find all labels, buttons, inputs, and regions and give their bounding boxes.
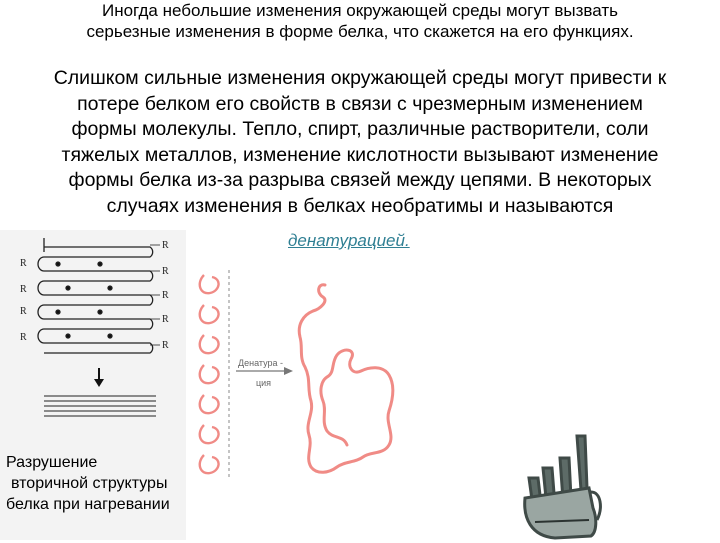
figure-caption xyxy=(6,452,196,515)
main-line: случаях изменения в белках необратимы и называются xyxy=(106,194,614,217)
main-line: формы белка из-за разрыва связей между цепями. В некоторых xyxy=(68,169,652,191)
caption-line-2: вторичной структуры xyxy=(11,475,168,492)
main-line: формы молекулы. Тепло, спирт, различные растворители, соли xyxy=(71,118,649,140)
r-group-label: R xyxy=(20,306,27,317)
r-group-label: R xyxy=(20,332,27,343)
main-line: Слишком сильные изменения окружающей среды могут привести к xyxy=(53,67,667,89)
caption-line-3: белка при нагревании xyxy=(6,496,170,513)
intro-text xyxy=(40,0,680,42)
arrow-label-2: ция xyxy=(256,378,272,388)
intro-line-2: серьезные изменения в форме белка, что скажется на его функциях. xyxy=(86,22,634,41)
arrow-label-1: Денатура - xyxy=(238,358,284,368)
r-group-label: R xyxy=(162,266,169,277)
hydrogen-bond-dot xyxy=(98,262,102,266)
r-group-label: R xyxy=(162,290,169,301)
hydrogen-bond-dot xyxy=(108,334,112,338)
hydrogen-bond-dot xyxy=(56,310,60,314)
hydrogen-bond-dot xyxy=(98,310,102,314)
sheet-turns xyxy=(38,257,44,343)
pointing-hand-icon xyxy=(505,428,615,543)
hydrogen-bond-dot xyxy=(66,286,70,290)
main-line: потере белком его свойств в связи с чрезмерным изменением xyxy=(77,92,643,115)
main-line: тяжелых металлов, изменение кислотности вызывают изменение xyxy=(61,143,659,166)
r-group-label: R xyxy=(20,258,27,269)
hydrogen-bond-dot xyxy=(108,286,112,290)
r-group-label: R xyxy=(162,340,169,351)
caption-line-1: Разрушение xyxy=(6,454,98,471)
hydrogen-bond-dot xyxy=(66,334,70,338)
beta-sheet-diagram xyxy=(0,230,186,430)
r-group-label: R xyxy=(162,314,169,325)
denatured-chain xyxy=(285,275,405,505)
hydrogen-bond-dot xyxy=(56,262,60,266)
denaturation-link[interactable]: денатурацией. xyxy=(288,231,410,250)
intro-line-1: Иногда небольшие изменения окружающей среды могут вызвать xyxy=(102,1,618,20)
r-group-label: R xyxy=(162,240,169,251)
main-paragraph xyxy=(30,66,690,219)
r-group-label: R xyxy=(20,284,27,295)
sheet-strands xyxy=(44,238,153,353)
